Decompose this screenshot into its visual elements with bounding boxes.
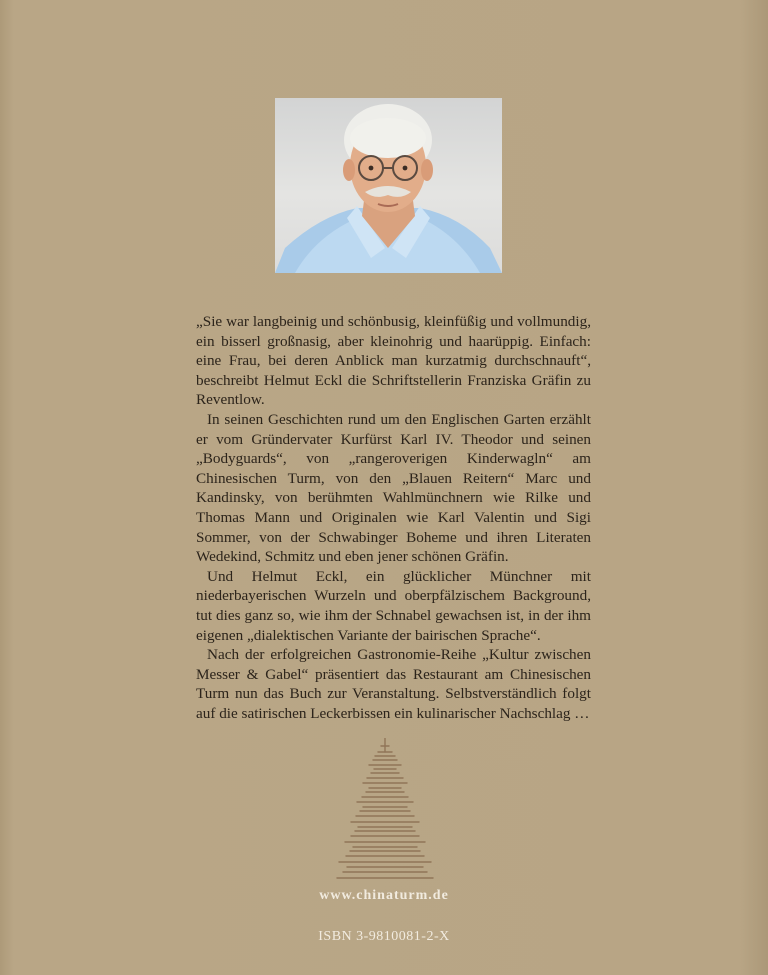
blurb-paragraph-1: „Sie war langbeinig und schönbusig, kleinfüßig und vollmundig, ein bisserl großnasig, aber kleinohrig und haarüppig. Einfach: eine Frau, bei deren Anblick man kurzatmig durchschnauft“, beschreibt Helmut Eckl die Schriftstellerin Franziska Gräfin zu Reventlow. [196, 313, 591, 409]
isbn-number: ISBN 3-9810081-2-X [318, 929, 450, 944]
blurb-paragraph-2: In seinen Geschichten rund um den Englischen Garten erzählt er vom Gründervater Kurfürst Karl IV. Theodor und seinen „Bodyguards“, von „rangeroverigen Kinderwagln“ am Chinesischen Turm, von den „Blauen Reitern“ Marc und Kandinsky, von berühmten Wahlmünchnern wie Rilke und Thomas Mann und Originalen wie Karl Valentin und Sigi Sommer, von der Schwabinger Boheme und ihren Literaten Wedekind, Schmitz und eben jener schönen Gräfin. [196, 410, 591, 566]
blurb-text [196, 312, 591, 723]
website-url[interactable]: www.chinaturm.de [319, 888, 449, 903]
blurb-paragraph-4: Nach der erfolgreichen Gastronomie-Reihe „Kultur zwischen Messer & Gabel“ präsentiert das Restaurant am Chinesischen Turm nun das Buch zur Veranstaltung. Selbstverständlich folgt auf die satirischen Leckerbissen ein kulinarischer Nachschlag … [196, 646, 591, 722]
author-portrait-illustration [275, 98, 502, 273]
chinese-tower-pagoda-icon [329, 738, 441, 880]
author-photo [275, 98, 502, 273]
blurb-paragraph-3: Und Helmut Eckl, ein glücklicher Münchner mit niederbayerischen Wurzeln und oberpfälzischem Background, tut dies ganz so, wie ihm der Schnabel gewachsen ist, in der ihm eigenen „dialektischen Variante der bairischen Sprache“. [196, 567, 591, 644]
